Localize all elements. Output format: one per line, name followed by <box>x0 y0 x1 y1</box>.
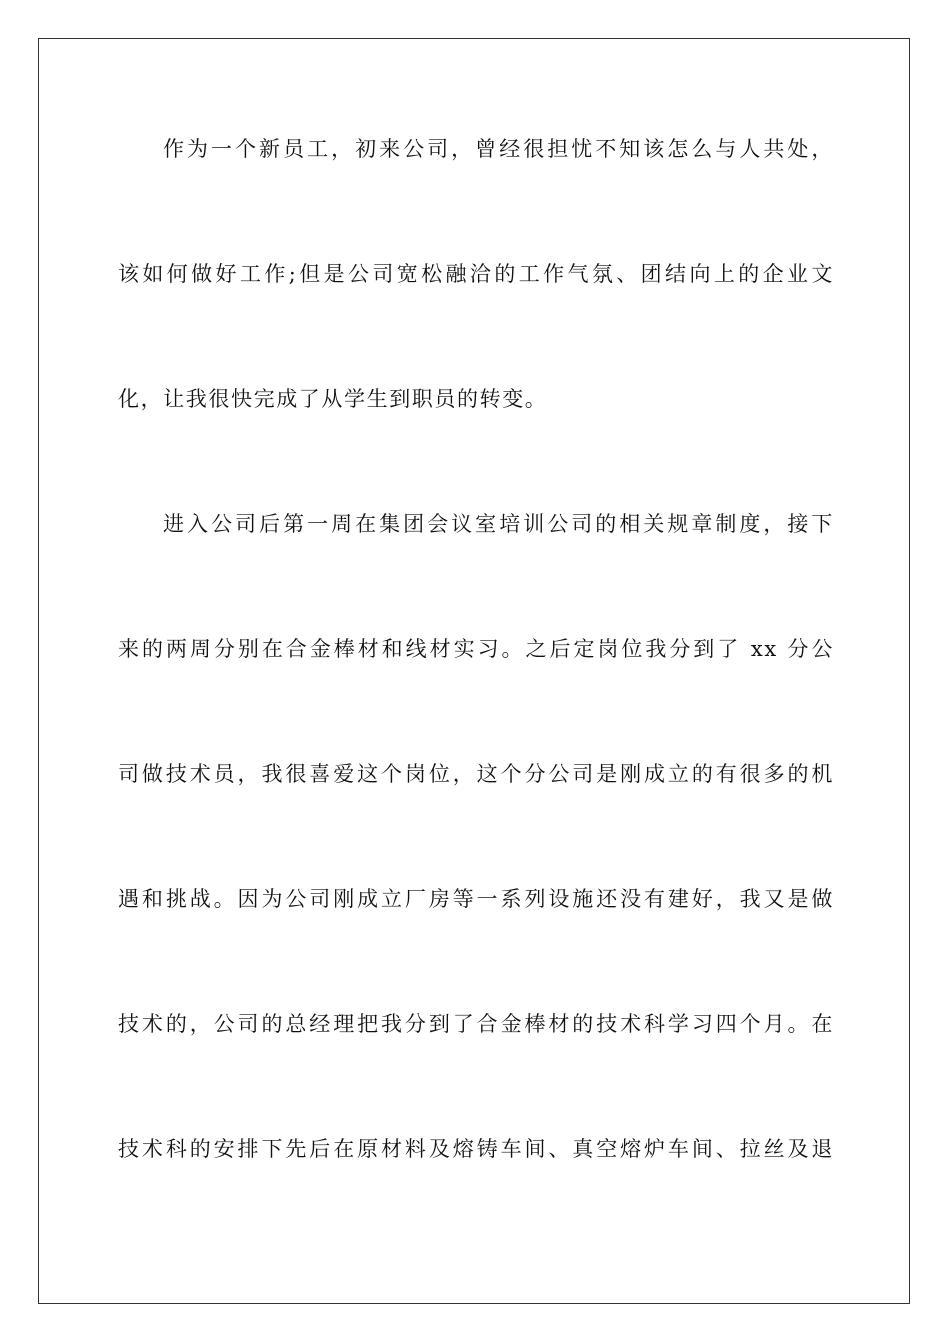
text-line: 遇和挑战。因为公司刚成立厂房等一系列设施还没有建好，我又是做 <box>118 887 834 911</box>
text-line: 司做技术员，我很喜爱这个岗位，这个分公司是刚成立的有很多的机 <box>118 762 834 786</box>
text-line: 技术科的安排下先后在原材料及熔铸车间、真空熔炉车间、拉丝及退 <box>118 1137 834 1161</box>
text-line: 化，让我很快完成了从学生到职员的转变。 <box>118 387 548 411</box>
text-line: 进入公司后第一周在集团会议室培训公司的相关规章制度，接下 <box>163 512 834 536</box>
page-border <box>38 38 910 1304</box>
text-line: 该如何做好工作;但是公司宽松融洽的工作气氛、团结向上的企业文 <box>118 262 834 286</box>
text-line: 来的两周分别在合金棒材和线材实习。之后定岗位我分到了 xx 分公 <box>118 637 834 661</box>
text-line: 技术的，公司的总经理把我分到了合金棒材的技术科学习四个月。在 <box>118 1012 834 1036</box>
text-line: 作为一个新员工，初来公司，曾经很担忧不知该怎么与人共处， <box>163 137 834 161</box>
